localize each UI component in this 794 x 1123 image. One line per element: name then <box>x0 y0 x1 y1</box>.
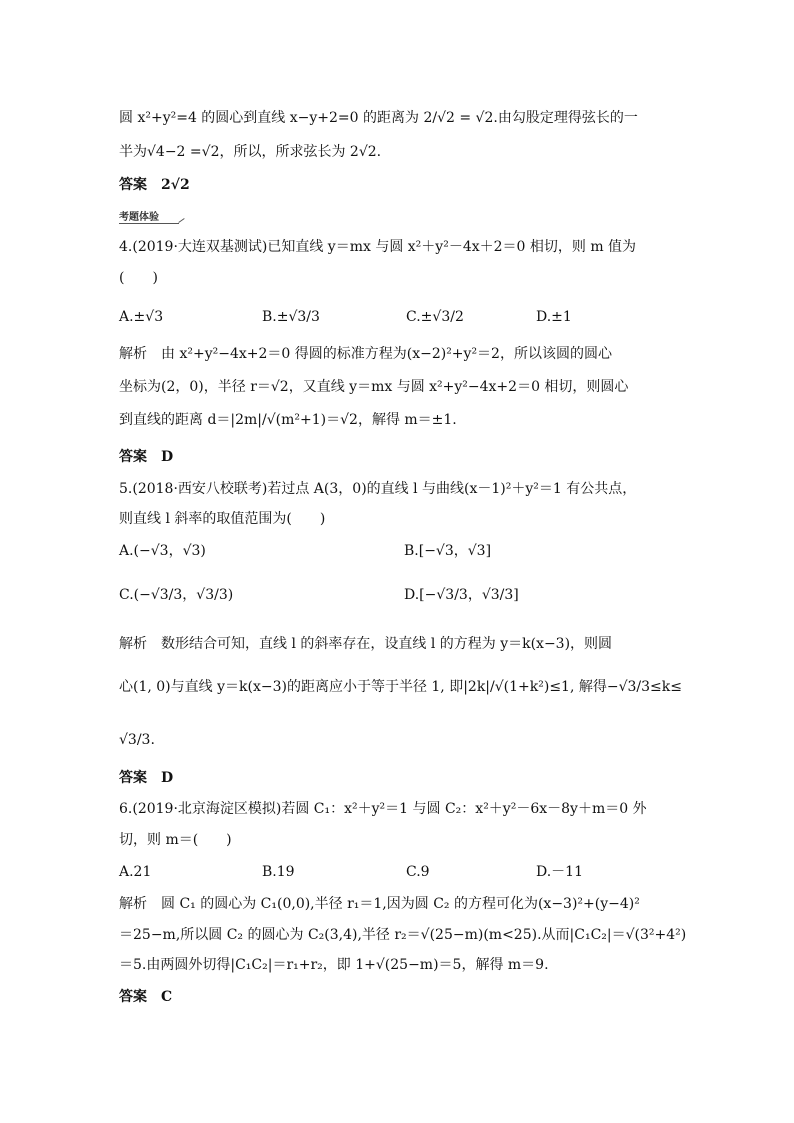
q5-option-d: D.[−√3/3，√3/3] <box>404 587 519 603</box>
q4-option-b: B.±√3/3 <box>262 309 320 325</box>
solution-line: √3/3. <box>119 732 155 748</box>
solution-line: 半为√4−2 =√2，所以，所求弦长为 2√2. <box>119 144 382 160</box>
q5-option-c: C.(−√3/3，√3/3) <box>119 587 234 603</box>
solution-line: 圆 x²+y²=4 的圆心到直线 x−y+2=0 的距离为 2/√2 = √2.由勾股定理得弦长的一 <box>119 110 638 126</box>
q5-option-b: B.[−√3，√3] <box>404 543 492 559</box>
q4-option-a: A.±√3 <box>119 309 164 325</box>
q4-option-d: D.±1 <box>536 309 572 325</box>
q4-option-c: C.±√3/2 <box>406 309 464 325</box>
solution-line: 坐标为(2，0)，半径 r＝√2，又直线 y＝mx 与圆 x²+y²−4x+2＝0 相切，则圆心 <box>119 379 629 395</box>
answer-line: 答案 C <box>119 989 173 1005</box>
question-4-paren: ( ) <box>119 270 158 286</box>
answer-line: 答案 D <box>119 770 174 786</box>
q6-option-c: C.9 <box>406 864 430 880</box>
solution-line: 解析 由 x²+y²−4x+2＝0 得圆的标准方程为(x−2)²+y²＝2，所以该圆的圆心 <box>119 346 612 362</box>
question-5-stem: 5.(2018·西安八校联考)若过点 A(3，0)的直线 l 与曲线(x－1)²＋y²＝1 有公共点， <box>119 481 637 497</box>
solution-line: ＝25−m,所以圆 C₂ 的圆心为 C₂(3,4),半径 r₂＝√(25−m)(m<25).从而|C₁C₂|＝√(3²+4²) <box>119 927 687 943</box>
solution-line: 到直线的距离 d＝|2m|/√(m²+1)＝√2，解得 m＝±1. <box>119 412 457 428</box>
solution-line: ＝5.由两圆外切得|C₁C₂|＝r₁+r₂，即 1+√(25−m)＝5，解得 m＝9. <box>119 957 549 973</box>
q5-option-a: A.(−√3，√3) <box>119 543 206 559</box>
q6-option-b: B.19 <box>262 864 295 880</box>
section-tag-underline <box>119 223 179 224</box>
answer-line: 答案 2√2 <box>119 177 190 193</box>
solution-line: 解析 数形结合可知，直线 l 的斜率存在，设直线 l 的方程为 y＝k(x−3)，则圆 <box>119 636 613 652</box>
solution-line: 解析 圆 C₁ 的圆心为 C₁(0,0),半径 r₁＝1,因为圆 C₂ 的方程可化为(x−3)²+(y−4)² <box>119 896 640 912</box>
section-tag: 考题体验 <box>119 212 159 223</box>
question-4-stem: 4.(2019·大连双基测试)已知直线 y＝mx 与圆 x²＋y²－4x＋2＝0 相切，则 m 值为 <box>119 239 637 255</box>
question-6-stem: 切，则 m＝( ) <box>119 832 232 848</box>
solution-line: 心(1, 0)与直线 y＝k(x−3)的距离应小于等于半径 1, 即|2k|/√(1+k²)≤1, 解得−√3/3≤k≤ <box>119 679 682 695</box>
question-5-stem: 则直线 l 斜率的取值范围为( ) <box>119 511 326 527</box>
question-6-stem: 6.(2019·北京海淀区模拟)若圆 C₁：x²＋y²＝1 与圆 C₂：x²＋y²－6x－8y＋m＝0 外 <box>119 801 647 817</box>
answer-line: 答案 D <box>119 449 174 465</box>
q6-option-d: D.－11 <box>536 864 583 880</box>
q6-option-a: A.21 <box>119 864 152 880</box>
